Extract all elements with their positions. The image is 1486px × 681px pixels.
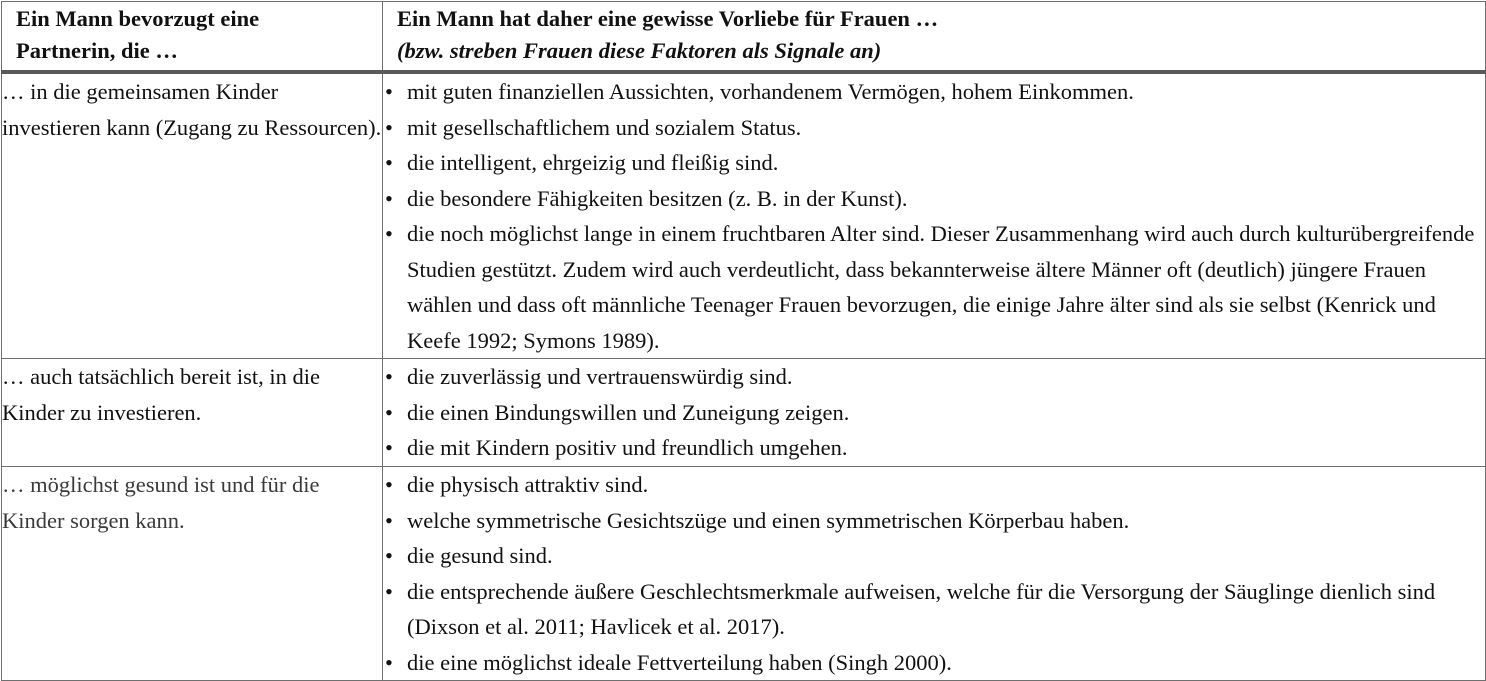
header-preference-line1: Ein Mann hat daher eine gewisse Vorliebe für Frauen …: [397, 6, 939, 31]
table-header: [2, 2, 1486, 73]
criterion-cell: … auch tatsächlich bereit ist, in die Kinder zu investieren.: [2, 359, 383, 467]
list-item: • die gesund sind.: [383, 538, 1485, 574]
preference-list: [383, 359, 1485, 466]
list-item: • mit guten finanziellen Aussichten, vorhandenem Vermögen, hohem Einkommen.: [383, 74, 1485, 110]
header-preference-subtitle: (bzw. streben Frauen diese Faktoren als Signale an): [397, 38, 882, 63]
preference-cell: [383, 359, 1486, 467]
header-preference-cell: [383, 2, 1486, 73]
table-row: [2, 467, 1486, 681]
criterion-cell: … in die gemeinsamen Kinder investieren kann (Zugang zu Ressourcen).: [2, 72, 383, 359]
criterion-cell: … möglichst gesund ist und für die Kinder sorgen kann.: [2, 467, 383, 681]
preference-list: [383, 467, 1485, 680]
list-item: • die einen Bindungswillen und Zuneigung zeigen.: [383, 395, 1485, 431]
list-item: • mit gesellschaftlichem und sozialem Status.: [383, 110, 1485, 146]
header-row: [2, 2, 1486, 73]
header-criterion-line2: Partnerin, die …: [16, 38, 178, 63]
list-item: • welche symmetrische Gesichtszüge und einen symmetrischen Körperbau haben.: [383, 503, 1485, 539]
table-row: [2, 359, 1486, 467]
list-item: • die physisch attraktiv sind.: [383, 467, 1485, 503]
list-item: • die eine möglichst ideale Fettverteilung haben (Singh 2000).: [383, 645, 1485, 681]
list-item: • die mit Kindern positiv und freundlich umgehen.: [383, 430, 1485, 466]
list-item: • die zuverlässig und vertrauenswürdig sind.: [383, 359, 1485, 395]
header-criterion-line1: Ein Mann bevorzugt eine: [16, 6, 260, 31]
table-row: [2, 72, 1486, 359]
header-criterion-cell: [2, 2, 383, 73]
partner-preference-table: [1, 1, 1486, 681]
list-item: • die noch möglichst lange in einem fruchtbaren Alter sind. Dieser Zusammenhang wird auch durch kulturübergreifende Studien gestützt. Zudem wird auch verdeutlicht, dass bekannterweise ältere Männer oft (deutlich) jüngere Frauen wählen und dass oft männliche Teenager Frauen bevorzugen, die einige Jahre älter sind als sie selbst (Kenrick und Keefe 1992; Symons 1989).: [383, 216, 1485, 358]
preference-cell: [383, 72, 1486, 359]
list-item: • die besondere Fähigkeiten besitzen (z. B. in der Kunst).: [383, 181, 1485, 217]
preference-list: [383, 74, 1485, 358]
table-body: [2, 72, 1486, 681]
preference-cell: [383, 467, 1486, 681]
list-item: • die entsprechende äußere Geschlechtsmerkmale aufweisen, welche für die Versorgung der Säuglinge dienlich sind (Dixson et al. 2011; Havlicek et al. 2017).: [383, 574, 1485, 645]
list-item: • die intelligent, ehrgeizig und fleißig sind.: [383, 145, 1485, 181]
